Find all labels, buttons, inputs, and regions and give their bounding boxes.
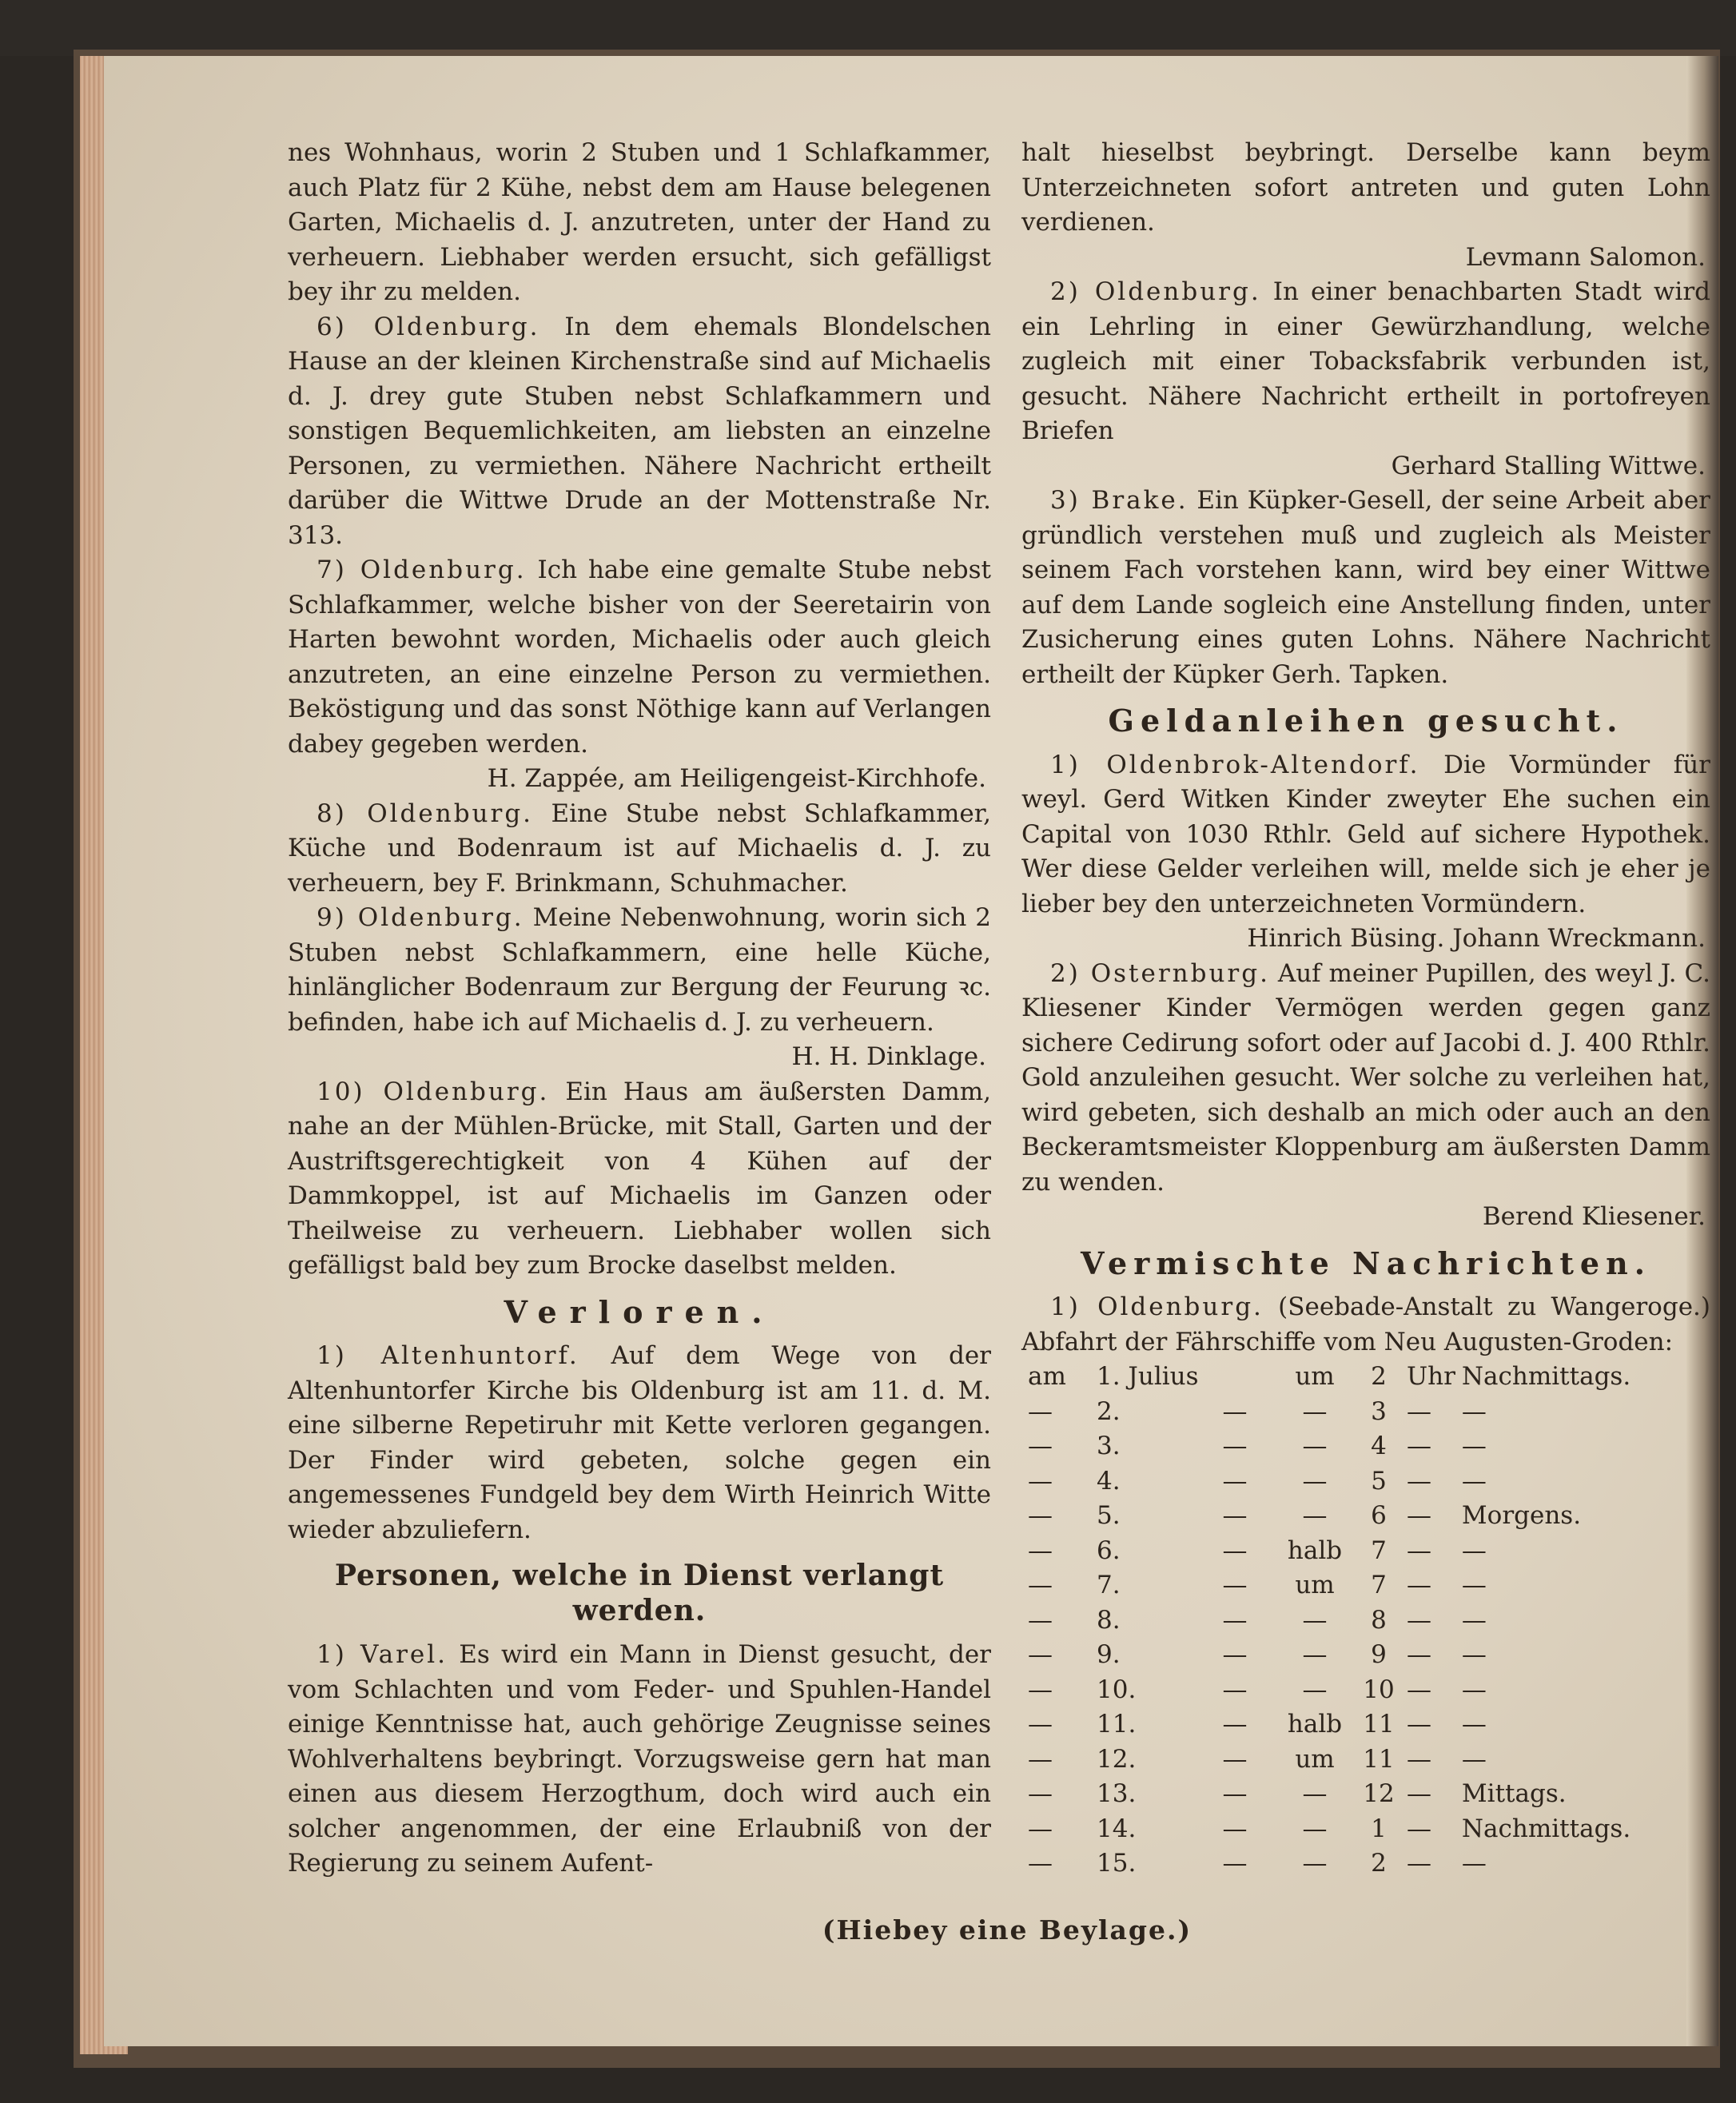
ferry-cell: Mittags. [1461, 1779, 1567, 1808]
ferry-cell: — [1028, 1466, 1053, 1496]
ad-8 [288, 797, 991, 902]
ferry-cell: — [1222, 1640, 1248, 1669]
loan-2-text: Auf meiner Pupillen, des weyl J. C. Kliesener Kinder Vermögen werden gegen ganz sichere Cedirung sofort oder auf Jacobi d. J. 400 Rthlr. Gold anzuleihen gesucht. Wer solche zu verleihen hat, wird gebeten, sich deshalb an mich oder auch an den Beckeramtsmeister Kloppenburg am äußersten Damm zu wenden. [1021, 958, 1710, 1197]
supplement-note: (Hiebey eine Beylage.) [822, 1914, 1193, 1946]
ad-8-place: 8) Oldenburg. [317, 799, 534, 828]
ferry-cell: — [1028, 1396, 1053, 1426]
ferry-cell: 7 [1371, 1535, 1387, 1565]
loan-2-place: 2) Osternburg. [1050, 958, 1270, 988]
ferry-cell: 10 [1363, 1675, 1395, 1704]
service-2-signature: Gerhard Stalling Wittwe. [1391, 451, 1706, 480]
ferry-cell: halb [1287, 1535, 1343, 1565]
ferry-cell: — [1461, 1432, 1487, 1460]
ferry-cell: 11 [1363, 1710, 1395, 1739]
ad-9-place: 9) Oldenburg. [317, 903, 524, 932]
ad-7-text: Ich habe eine gemalte Stube nebst Schlafkammer, welche bisher von der Seeretairin von Harten bewohnt worden, Michaelis oder auch gleich anzutreten, an eine einzelne Person zu vermiethen. Beköstigung und das sonst Nöthige kann auf Verlangen dabey gegeben werden. [288, 556, 991, 759]
ferry-cell: um [1295, 1362, 1335, 1391]
ferry-cell: — [1028, 1432, 1053, 1460]
ferry-cell: — [1302, 1779, 1328, 1808]
left-column [288, 136, 991, 1882]
ferry-cell: 2 [1371, 1849, 1387, 1878]
lost-1 [288, 1339, 991, 1547]
ferry-cell: 9. [1097, 1640, 1121, 1669]
right-column [1021, 136, 1710, 1882]
ferry-cell: 7. [1097, 1571, 1121, 1599]
ferry-cell: 6 [1371, 1501, 1387, 1530]
ferry-cell: — [1302, 1675, 1328, 1704]
ferry-cell: 5 [1371, 1466, 1387, 1496]
ferry-cell: — [1407, 1640, 1431, 1669]
ferry-cell: — [1222, 1466, 1248, 1496]
ferry-row [1028, 1638, 1630, 1673]
ferry-cell: — [1461, 1466, 1487, 1496]
ad-10 [288, 1075, 991, 1284]
ferry-cell: — [1302, 1396, 1328, 1426]
ferry-cell: 11 [1363, 1744, 1395, 1774]
ferry-row [1028, 1603, 1630, 1639]
ferry-row [1028, 1429, 1630, 1464]
ferry-row [1028, 1499, 1630, 1534]
ferry-cell: — [1028, 1675, 1053, 1704]
ferry-cell: — [1302, 1814, 1328, 1843]
ferry-row [1028, 1777, 1630, 1812]
ferry-row [1028, 1395, 1630, 1430]
ad-6 [288, 310, 991, 554]
ad-9-signature: H. H. Dinklage. [791, 1042, 986, 1071]
ferry-cell: — [1461, 1640, 1487, 1669]
ferry-cell: 12 [1363, 1779, 1395, 1808]
loan-2 [1021, 957, 1710, 1201]
ferry-cell: — [1222, 1571, 1248, 1599]
section-heading-lost: Verloren. [504, 1293, 775, 1330]
ferry-cell: — [1222, 1779, 1248, 1808]
ferry-cell: — [1461, 1675, 1487, 1704]
service-2-place: 2) Oldenburg. [1050, 277, 1261, 306]
ferry-row [1028, 1568, 1630, 1603]
ferry-row [1028, 1743, 1630, 1778]
ferry-cell: am [1028, 1362, 1066, 1391]
ferry-cell: — [1302, 1605, 1328, 1635]
ferry-cell: 1 [1371, 1814, 1387, 1843]
ferry-row [1028, 1673, 1630, 1708]
loan-1 [1021, 748, 1710, 922]
ferry-row [1028, 1707, 1630, 1743]
ferry-cell: 10. [1097, 1675, 1137, 1704]
ad-8-text: Eine Stube nebst Schlafkammer, Küche und Bodenraum ist auf Michaelis d. J. zu verheuern, bey F. Brinkmann, Schuhmacher. [288, 799, 991, 898]
ferry-cell: 5. [1097, 1501, 1121, 1530]
ferry-cell: 7 [1371, 1571, 1387, 1599]
ferry-cell: 2. [1097, 1396, 1121, 1426]
ferry-cell: 9 [1371, 1640, 1387, 1669]
ferry-cell: — [1407, 1779, 1431, 1808]
ferry-cell: — [1028, 1605, 1053, 1635]
ferry-row [1028, 1464, 1630, 1500]
section-heading-service: Personen, welche in Dienst verlangt werden. [334, 1559, 945, 1627]
service-2 [1021, 275, 1710, 449]
ferry-cell: 2 [1371, 1362, 1387, 1391]
ad-9-text: Meine Nebenwohnung, worin sich 2 Stuben nebst Schlafkammern, eine helle Küche, hinlänglicher Bodenraum zur Bergung der Feurung ꝛc. befinden, habe ich auf Michaelis d. J. zu verheuern. [288, 903, 992, 1037]
ferry-cell: 15. [1097, 1849, 1137, 1878]
ferry-row [1028, 1812, 1630, 1847]
ferry-cell: — [1407, 1466, 1431, 1496]
ferry-cell: 12. [1097, 1744, 1137, 1774]
ferry-cell: — [1407, 1571, 1431, 1599]
service-3-text: Ein Küpker-Gesell, der seine Arbeit aber gründlich verstehen muß und zugleich als Meister seinem Fach vorstehen kann, wird bey einer Wittwe auf dem Lande sogleich eine Anstellung finden, unter Zusicherung eines guten Lohns. Nähere Nachricht ertheilt der Küpker Gerh. Tapken. [1021, 486, 1710, 689]
ferry-cell: — [1028, 1535, 1053, 1565]
ferry-cell: um [1295, 1744, 1335, 1774]
desk-background [0, 0, 1736, 56]
ferry-row [1028, 1534, 1630, 1569]
ferry-cell: 3. [1097, 1432, 1121, 1460]
ferry-row [1028, 1846, 1630, 1882]
ferry-cell: — [1461, 1396, 1487, 1426]
ferry-cell: — [1222, 1432, 1248, 1460]
ad-7 [288, 553, 991, 762]
ferry-cell: halb [1287, 1710, 1343, 1739]
ad-7-signature: H. Zappée, am Heiligengeist-Kirchhofe. [487, 764, 986, 793]
ferry-cell: 3 [1371, 1396, 1387, 1426]
ferry-cell: — [1028, 1744, 1053, 1774]
ad-7-place: 7) Oldenburg. [317, 556, 527, 584]
service-1 [288, 1638, 991, 1882]
ferry-cell: — [1407, 1675, 1431, 1704]
ferry-cell: — [1302, 1501, 1328, 1530]
ad-10-place: 10) Oldenburg. [317, 1077, 550, 1106]
ferry-cell: — [1028, 1501, 1053, 1530]
service-3 [1021, 484, 1710, 692]
ferry-cell: — [1222, 1814, 1248, 1843]
ferry-cell: — [1407, 1710, 1431, 1739]
ferry-cell: — [1302, 1432, 1328, 1460]
ferry-cell: Nachmittags. [1461, 1814, 1631, 1843]
ferry-schedule-table [1028, 1360, 1630, 1882]
ferry-cell: — [1461, 1605, 1487, 1635]
ferry-cell: — [1222, 1605, 1248, 1635]
ferry-cell: — [1302, 1849, 1328, 1878]
ferry-cell: — [1407, 1535, 1431, 1565]
loan-1-signature: Hinrich Büsing. Johann Wreckmann. [1247, 924, 1706, 953]
loan-1-place: 1) Oldenbrok-Altendorf. [1050, 750, 1420, 779]
misc-1-text: (Seebade-Anstalt zu Wangeroge.) Abfahrt der Fährschiffe vom Neu Augusten-Groden: [1021, 1292, 1710, 1356]
ferry-cell: — [1461, 1571, 1487, 1599]
ferry-cell: Morgens. [1461, 1501, 1582, 1530]
ferry-cell: — [1302, 1466, 1328, 1496]
ferry-cell: — [1028, 1710, 1053, 1739]
ferry-cell: Uhr [1407, 1362, 1455, 1391]
ferry-cell: 8. [1097, 1605, 1121, 1635]
ferry-cell: — [1461, 1744, 1487, 1774]
ferry-cell: — [1222, 1535, 1248, 1565]
ferry-cell: — [1028, 1571, 1053, 1599]
ferry-cell: 11. [1097, 1710, 1137, 1739]
ferry-cell: — [1407, 1432, 1431, 1460]
ferry-cell: — [1461, 1849, 1487, 1878]
service-2-text: In einer benachbarten Stadt wird ein Lehrling in einer Gewürzhandlung, welche zugleich mit einer Tobacksfabrik verbunden ist, gesucht. Nähere Nachricht ertheilt in portofreyen Briefen [1021, 277, 1710, 445]
ferry-cell: — [1028, 1814, 1053, 1843]
ferry-cell: — [1222, 1849, 1248, 1878]
ferry-cell: — [1407, 1501, 1431, 1530]
ferry-cell: — [1407, 1396, 1431, 1426]
ferry-cell: — [1407, 1744, 1431, 1774]
ad-10-text: Ein Haus am äußersten Damm, nahe an der Mühlen-Brücke, mit Stall, Garten und der Austriftsgerechtigkeit von 4 Kühen auf der Dammkoppel, ist auf Michaelis im Ganzen oder Theilweise zu verheuern. Liebhaber wollen sich gefälligst bald bey zum Brocke daselbst melden. [288, 1077, 991, 1280]
section-heading-misc: Vermischte Nachrichten. [1081, 1245, 1651, 1281]
ferry-cell: Nachmittags. [1461, 1362, 1631, 1391]
ferry-cell: — [1028, 1640, 1053, 1669]
ferry-cell: — [1407, 1605, 1431, 1635]
ferry-cell: — [1222, 1710, 1248, 1739]
ferry-schedule-body [1028, 1360, 1630, 1882]
service-1-signature: Levmann Salomon. [1465, 242, 1706, 272]
ferry-cell: — [1461, 1710, 1487, 1739]
ferry-cell: 13. [1097, 1779, 1137, 1808]
ferry-row [1028, 1360, 1630, 1395]
ferry-cell: — [1302, 1640, 1328, 1669]
lost-1-text: Auf dem Wege von der Altenhuntorfer Kirche bis Oldenburg ist am 11. d. M. eine silberne Repetiruhr mit Kette verloren gegangen. Der Finder wird gebeten, solche gegen ein angemessenes Fundgeld bey dem Wirth Heinrich Witte wieder abzuliefern. [288, 1341, 991, 1544]
section-heading-loans: Geldanleihen gesucht. [1108, 703, 1624, 739]
ad-6-place: 6) Oldenburg. [317, 312, 540, 341]
service-1-continued: halt hieselbst beybringt. Derselbe kann beym Unterzeichneten sofort antreten und guten Lohn verdienen. [1021, 138, 1710, 237]
ferry-cell: 1. Julius [1097, 1362, 1199, 1391]
lost-1-place: 1) Altenhuntorf. [317, 1341, 579, 1370]
continued-ad: nes Wohnhaus, worin 2 Stuben und 1 Schlafkammer, auch Platz für 2 Kühe, nebst dem am Hause belegenen Garten, Michaelis d. J. anzutreten, unter der Hand zu verheuern. Liebhaber werden ersucht, sich gefälligst bey ihr zu melden. [288, 138, 991, 306]
ferry-cell: — [1407, 1849, 1431, 1878]
ferry-cell: um [1295, 1571, 1335, 1599]
ferry-cell: — [1461, 1535, 1487, 1565]
ferry-cell: 4 [1371, 1432, 1387, 1460]
ferry-cell: 14. [1097, 1814, 1137, 1843]
ferry-cell: — [1028, 1849, 1053, 1878]
ferry-cell: — [1222, 1744, 1248, 1774]
ferry-cell: — [1222, 1501, 1248, 1530]
service-1-text: Es wird ein Mann in Dienst gesucht, der vom Schlachten und vom Feder- und Spuhlen-Handel einige Kenntnisse hat, auch gehörige Zeugnisse seines Wohlverhaltens beybringt. Vorzugsweise gern hat man einen aus diesem Herzogthum, doch wird auch ein solcher angenommen, der eine Erlaubniß von der Regierung zu seinem Aufent- [288, 1640, 991, 1878]
misc-1 [1021, 1290, 1710, 1360]
ad-6-text: In dem ehemals Blondelschen Hause an der kleinen Kirchenstraße sind auf Michaelis d. J. drey gute Stuben nebst Schlafkammern und sonstigen Bequemlichkeiten, am liebsten an einzelne Personen, zu vermiethen. Nähere Nachricht ertheilt darüber die Wittwe Drude an der Mottenstraße Nr. 313. [288, 312, 992, 550]
service-3-place: 3) Brake. [1050, 486, 1189, 515]
ad-9 [288, 901, 991, 1040]
ferry-cell: — [1028, 1779, 1053, 1808]
ferry-cell: — [1407, 1814, 1431, 1843]
misc-1-place: 1) Oldenburg. [1050, 1292, 1264, 1321]
service-1-place: 1) Varel. [317, 1640, 448, 1669]
ferry-cell: 4. [1097, 1466, 1121, 1496]
ferry-cell: — [1222, 1396, 1248, 1426]
ferry-cell: 8 [1371, 1605, 1387, 1635]
ferry-cell: 6. [1097, 1535, 1121, 1565]
loan-2-signature: Berend Kliesener. [1482, 1202, 1706, 1231]
loan-1-text: Die Vormünder für weyl. Gerd Witken Kinder zweyter Ehe suchen ein Capital von 1030 Rthlr. Geld auf sichere Hypothek. Wer diese Gelder verleihen will, melde sich je eher je lieber bey den unterzeichneten Vormündern. [1021, 750, 1710, 918]
ferry-cell: — [1222, 1675, 1248, 1704]
